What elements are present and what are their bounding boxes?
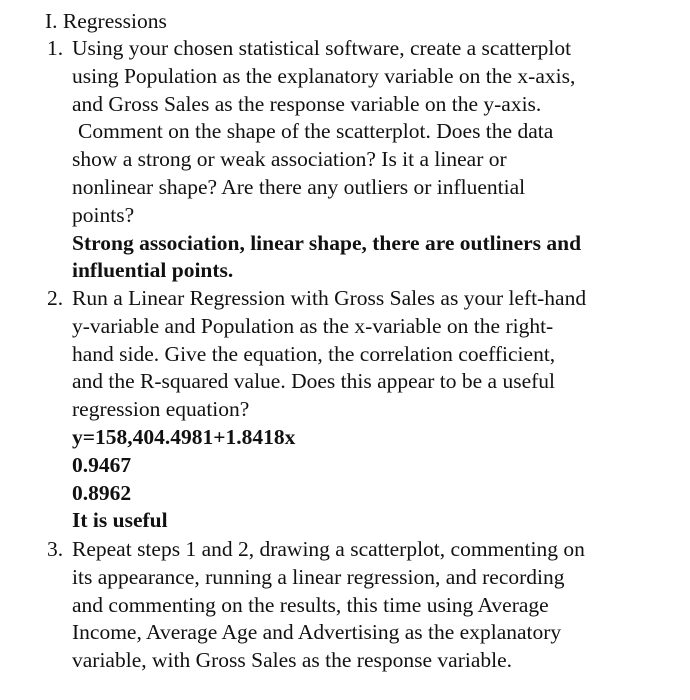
question-text-line: Income, Average Age and Advertising as the explanatory (72, 620, 562, 645)
question-text-line: and the R-squared value. Does this appear to be a useful (72, 369, 555, 394)
question-text-line: Using your chosen statistical software, create a scatterplot (72, 36, 572, 60)
answer-text-line: influential points. (72, 258, 234, 283)
question-text-line: using Population as the explanatory variable on the x-axis, (72, 63, 576, 88)
question-text-line: Run a Linear Regression with Gross Sales as your left-hand (72, 286, 587, 310)
correlation-coefficient: 0.9467 (72, 452, 132, 477)
question-number: 1. (47, 36, 64, 60)
question-text-line: Comment on the shape of the scatterplot. Does the data (78, 119, 554, 144)
question-text-line: regression equation? (72, 397, 250, 422)
question-text-line: and Gross Sales as the response variable on the y-axis. (72, 91, 542, 116)
question-text-line: nonlinear shape? Are there any outliers or influential (72, 174, 526, 199)
r-squared-value: 0.8962 (72, 480, 132, 505)
question-number: 2. (47, 286, 64, 310)
question-text-line: y-variable and Population as the x-variable on the right- (72, 313, 554, 338)
question-text-line: Repeat steps 1 and 2, drawing a scatterplot, commenting on (72, 537, 585, 561)
question-number: 3. (47, 537, 64, 561)
question-text-line: points? (72, 202, 135, 227)
question-text-line: hand side. Give the equation, the correlation coefficient, (72, 341, 556, 366)
regression-equation: y=158,404.4981+1.8418x (72, 424, 296, 449)
question-body (72, 536, 662, 675)
question-body (72, 285, 662, 535)
question-text-line: show a strong or weak association? Is it a linear or (72, 147, 507, 172)
question-text-line: and commenting on the results, this time using Average (72, 592, 549, 617)
question-body (72, 35, 662, 285)
answer-text-line: Strong association, linear shape, there are outliners and (72, 230, 582, 255)
question-text-line: variable, with Gross Sales as the response variable. (72, 648, 513, 673)
usefulness-conclusion: It is useful (72, 508, 168, 533)
section-heading: I. Regressions (45, 9, 167, 33)
question-text-line: its appearance, running a linear regression, and recording (72, 564, 565, 589)
